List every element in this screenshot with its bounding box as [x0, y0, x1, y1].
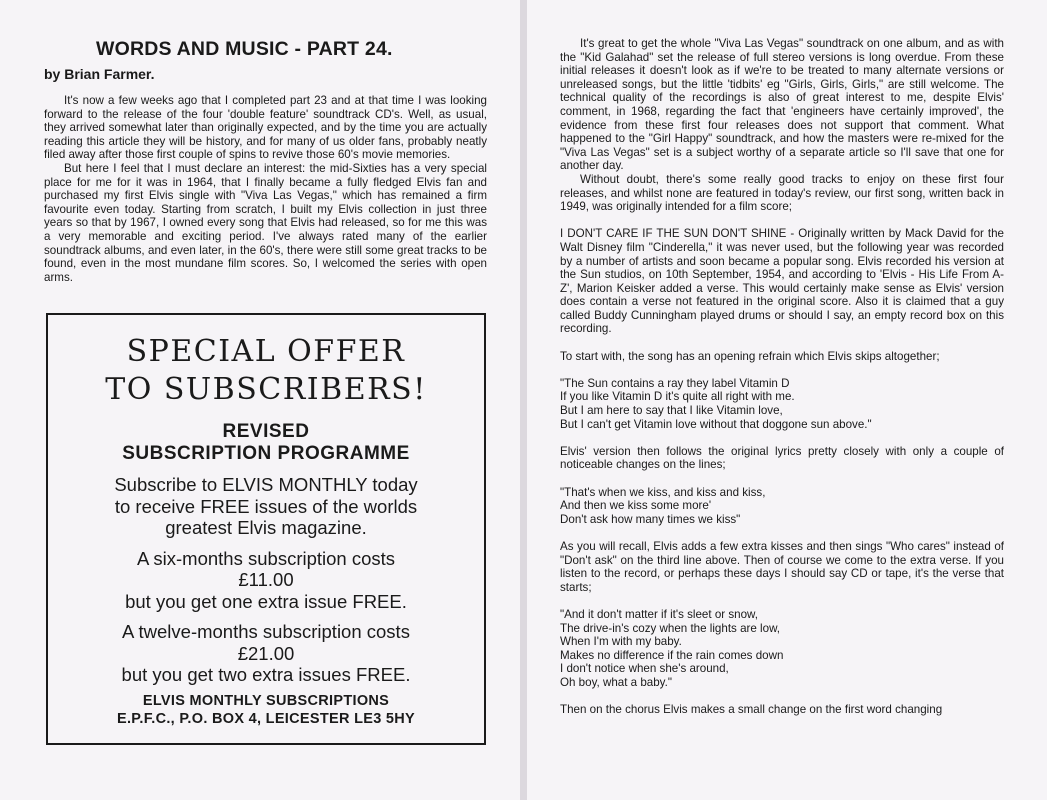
offer-subheading-line: REVISED [222, 421, 310, 442]
offer-line: Subscribe to ELVIS MONTHLY today [114, 474, 418, 495]
lyric-line: I don't notice when she's around, [560, 662, 729, 676]
offer-line: but you get one extra issue FREE. [125, 590, 407, 612]
offer-line: greatest Elvis magazine. [165, 517, 367, 538]
lyric-line: And then we kiss some more' [560, 499, 712, 513]
paragraph: Then on the chorus Elvis makes a small change on the first word changing [560, 703, 943, 717]
paragraph: It's great to get the whole "Viva Las Vegas" soundtrack on one album, and as with the "Kid Galahad" set the release of full stereo versions is long overdue. From these initial releases it doesn't look as if we're to be treated to many alternate versions or unreleased songs, but the little 'tidbits' eg "Girls, Girls, Girls," are still welcome. The technical quality of the recordings is also of great interest to me, despite Elvis' comment, in 1968, regarding the fact that 'engineers have certainly improved', the evidence from these first four releases does not support that comment. What happened to the "Girl Happy" soundtrack, and how the masters were re-mixed for the "Viva Las Vegas" set is a subject worthy of a separate article so I'll save that one for another day. [560, 37, 1004, 173]
lyric-line: But I am here to say that I like Vitamin love, [560, 404, 783, 418]
lyric-line: But I can't get Vitamin love without that doggone sun above." [560, 417, 872, 431]
paragraph: As you will recall, Elvis adds a few extra kisses and then sings "Who cares" instead of "Don't ask" on the third line above. Then of course we come to the extra verse. If you listen to the record, or perhaps these days I should say CD or tape, it's the verse that starts; [560, 539, 1004, 594]
left-body-text [44, 94, 487, 284]
lyric-line: Oh boy, what a baby." [560, 675, 672, 689]
twelve-month-price: £21.00 [237, 642, 295, 664]
lyric-block [560, 608, 1004, 690]
paragraph: Without doubt, there's some really good tracks to enjoy on these first four releases, and whilst none are featured in today's review, our first song, written back in 1949, was originally intended for a film score; [560, 172, 1004, 214]
paragraph: To start with, the song has an opening refrain which Elvis skips altogether; [560, 349, 940, 363]
paragraph: But here I feel that I must declare an interest: the mid-Sixties has a very special place for me for it was in 1964, that I finally became a fully fledged Elvis fan and purchased my first Elvis single with "Viva Las Vegas," which has remained a firm favourite even today. Starting from scratch, I built my Elvis collection in just three years so that by 1967, I owned every song that Elvis had released, so for me this was a very memorable and exciting period. I've always rated many of the earlier soundtrack albums, and even later, in the 60's, there were still some great tracks to be found, even in the most mundane film scores. So, I welcomed the series with open arms. [44, 161, 487, 284]
offer-address-line: E.P.F.C., P.O. BOX 4, LEICESTER LE3 5HY [116, 710, 416, 727]
lyric-line: The drive-in's cozy when the lights are low, [560, 621, 781, 635]
lyric-block [560, 486, 1004, 527]
offer-subheading [48, 421, 484, 465]
page-gutter [520, 0, 527, 800]
offer-headline-line: SPECIAL OFFER [126, 334, 406, 369]
article-title: WORDS AND MUSIC - PART 24. [96, 38, 393, 60]
lyric-line: When I'm with my baby. [560, 635, 682, 649]
lyric-line: Don't ask how many times we kiss" [560, 512, 741, 526]
offer-headline-line: TO SUBSCRIBERS! [105, 372, 427, 407]
offer-address [48, 692, 484, 728]
offer-line: to receive FREE issues of the worlds [114, 495, 418, 517]
offer-line: A twelve-months subscription costs [122, 621, 410, 642]
right-body-text [560, 37, 1004, 717]
paragraph: I DON'T CARE IF THE SUN DON'T SHINE - Originally written by Mack David for the Walt Disney film "Cinderella," it was never used, but the following year was recorded by a number of artists and soon became a popular song. Elvis recorded his version at the Sun studios, on 10th September, 1954, and according to 'Elvis - His Life From A-Z', Marion Keisker added a verse. This would certainly make sense as Elvis' version does contain a verse not featured in the original score. Also it is claimed that a guy called Buddy Cunningham played drums or should I say, an empty record box on this recording. [560, 227, 1004, 336]
six-month-price: £11.00 [238, 569, 294, 590]
lyric-block [560, 377, 1004, 431]
lyric-line: "And it don't matter if it's sleet or snow, [560, 607, 758, 621]
offer-details [48, 474, 484, 686]
paragraph: Elvis' version then follows the original lyrics pretty closely with only a couple of noticeable changes on the lines; [560, 444, 1004, 472]
lyric-line: Makes no difference if the rain comes down [560, 648, 784, 662]
article-byline: by Brian Farmer. [44, 66, 155, 82]
offer-line: A six-months subscription costs [136, 547, 396, 569]
lyric-line: "The Sun contains a ray they label Vitamin D [560, 376, 790, 390]
offer-address-line: ELVIS MONTHLY SUBSCRIPTIONS [142, 692, 390, 709]
offer-subheading-line: SUBSCRIPTION PROGRAMME [122, 443, 410, 464]
lyric-line: If you like Vitamin D it's quite all right with me. [560, 390, 795, 404]
offer-line: but you get two extra issues FREE. [121, 664, 411, 685]
offer-headline [48, 333, 484, 409]
paragraph: It's now a few weeks ago that I completed part 23 and at that time I was looking forward to the release of the four 'double feature' soundtrack CD's. Well, as usual, they arrived somewhat later than originally expected, and by the time you are actually reading this article they will be history, and for many of us older fans, probably neatly filed away after those first couple of spins to revive those 60's movie memories. [44, 94, 487, 162]
subscription-offer-box [46, 313, 486, 745]
lyric-line: "That's when we kiss, and kiss and kiss, [560, 485, 766, 499]
